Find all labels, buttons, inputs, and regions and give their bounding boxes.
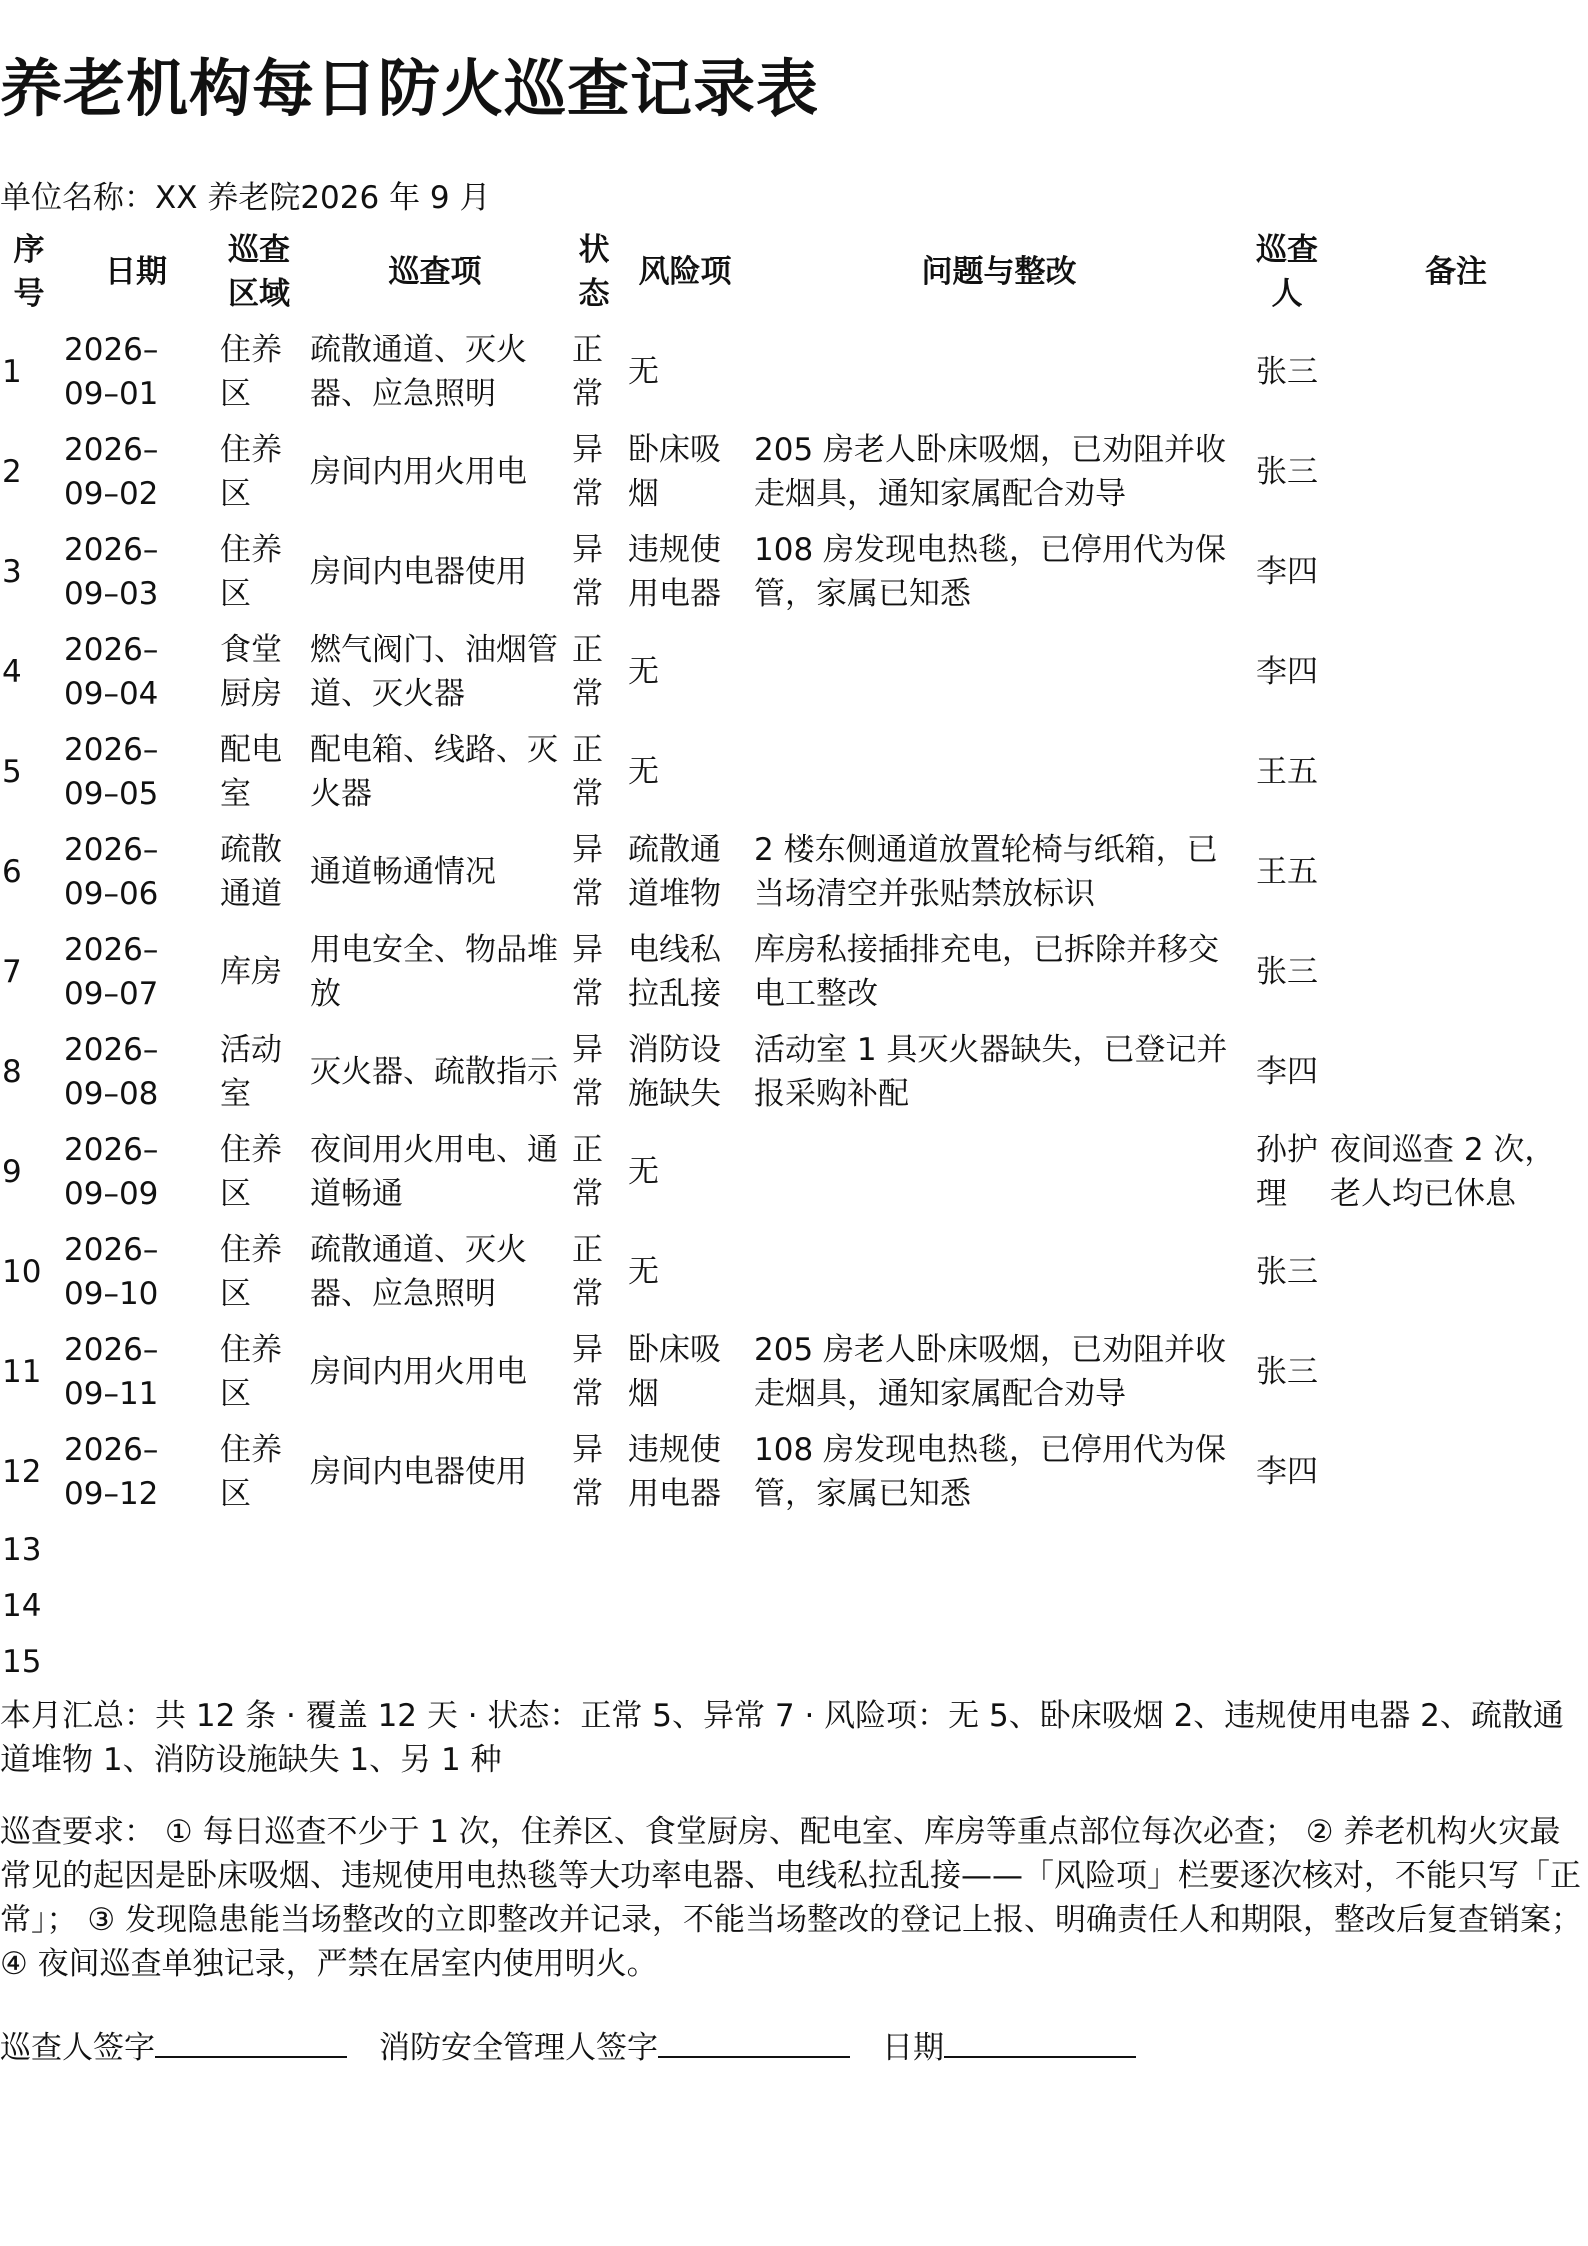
cell-col-date: 2026–09–10 [64, 1232, 159, 1312]
cell-col-inspector: 李四 [1256, 554, 1318, 590]
cell-col-inspector: 李四 [1256, 1454, 1318, 1490]
cell-col-inspector: 张三 [1256, 954, 1318, 990]
cell-col-status: 异常 [572, 1032, 603, 1112]
cell-col-date: 2026–09–08 [64, 1032, 159, 1112]
cell-col-status: 正常 [572, 632, 603, 712]
cell-col-area: 住养区 [220, 1232, 282, 1312]
cell-col-status [566, 1578, 622, 1634]
cell-col-inspector [1250, 1522, 1324, 1578]
inspector-signature-label: 巡查人签字 [0, 2030, 155, 2066]
cell-col-status: 异常 [572, 832, 603, 912]
cell-col-area: 活动室 [220, 1032, 282, 1112]
cell-col-item: 房间内用火用电 [310, 1354, 527, 1390]
cell-col-date [58, 1634, 214, 1690]
header-col-area: 巡查区域 [228, 232, 290, 312]
cell-col-item: 房间内用火用电 [310, 454, 527, 490]
cell-col-item: 灭火器、疏散指示 [310, 1054, 558, 1090]
cell-col-no: 12 [2, 1454, 42, 1490]
header-col-remark: 备注 [1425, 254, 1487, 290]
cell-col-inspector: 李四 [1256, 1054, 1318, 1090]
page-title: 养老机构每日防火巡查记录表 [0, 52, 820, 125]
cell-col-item: 夜间用火用电、通道畅通 [310, 1132, 558, 1212]
header-col-item: 巡查项 [388, 254, 482, 290]
cell-col-status: 正常 [572, 1132, 603, 1212]
cell-col-item [304, 1634, 566, 1690]
cell-col-no: 7 [2, 954, 22, 990]
cell-col-remark [1324, 1422, 1588, 1522]
date-label: 日期 [882, 2030, 944, 2066]
cell-col-area [214, 1522, 304, 1578]
cell-col-risk: 疏散通道堆物 [628, 832, 721, 912]
cell-col-area: 配电室 [220, 732, 282, 812]
cell-col-date: 2026–09–07 [64, 932, 159, 1012]
cell-col-item: 房间内电器使用 [310, 1454, 527, 1490]
cell-col-issue: 2 楼东侧通道放置轮椅与纸箱，已当场清空并张贴禁放标识 [754, 832, 1218, 912]
cell-col-date [58, 1578, 214, 1634]
cell-col-status: 异常 [572, 532, 603, 612]
table-row [0, 722, 1588, 822]
cell-col-risk: 无 [628, 654, 659, 690]
cell-col-issue: 108 房发现电热毯，已停用代为保管，家属已知悉 [754, 532, 1227, 612]
cell-col-status: 正常 [572, 332, 603, 412]
cell-col-remark [1324, 422, 1588, 522]
cell-col-remark [1324, 1022, 1588, 1122]
cell-col-issue [748, 1222, 1250, 1322]
cell-col-date: 2026–09–04 [64, 632, 159, 712]
cell-col-remark [1324, 922, 1588, 1022]
cell-col-risk: 消防设施缺失 [628, 1032, 721, 1112]
table-row [0, 1322, 1588, 1422]
cell-col-no: 15 [2, 1644, 42, 1680]
cell-col-issue [748, 1522, 1250, 1578]
patrol-requirements: 巡查要求： ① 每日巡查不少于 1 次，住养区、食堂厨房、配电室、库房等重点部位每次必查； ② 养老机构火灾最常见的起因是卧床吸烟、违规使用电热毯等大功率电器、电线私拉乱接——「风险项」栏要逐次核对，不能只写「正常」； ③ 发现隐患能当场整改的立即整改并记录，不能当场整改的登记上报、明确责任人和期限，整改后复查销案； ④ 夜间巡查单独记录，严禁在居室内使用明火。 [0, 1814, 1582, 1982]
cell-col-remark [1324, 1634, 1588, 1690]
cell-col-remark [1324, 1522, 1588, 1578]
header-col-no: 序号 [13, 232, 45, 312]
table-row [0, 1022, 1588, 1122]
cell-col-date: 2026–09–09 [64, 1132, 159, 1212]
cell-col-inspector [1250, 1578, 1324, 1634]
cell-col-inspector: 孙护理 [1256, 1132, 1318, 1212]
cell-col-risk: 违规使用电器 [628, 1432, 721, 1512]
cell-col-remark [1324, 1578, 1588, 1634]
cell-col-no: 9 [2, 1154, 22, 1190]
cell-col-item [304, 1578, 566, 1634]
cell-col-no: 10 [2, 1254, 42, 1290]
cell-col-date: 2026–09–06 [64, 832, 159, 912]
table-row [0, 822, 1588, 922]
cell-col-remark [1324, 1322, 1588, 1422]
cell-col-remark [1324, 322, 1588, 422]
cell-col-status: 异常 [572, 1332, 603, 1412]
table-row [0, 322, 1588, 422]
header-col-status: 状态 [578, 232, 610, 312]
cell-col-no: 5 [2, 754, 22, 790]
table-row [0, 422, 1588, 522]
cell-col-risk: 违规使用电器 [628, 532, 721, 612]
cell-col-issue [748, 1122, 1250, 1222]
cell-col-item: 配电箱、线路、灭火器 [310, 732, 558, 812]
header-col-issue: 问题与整改 [921, 254, 1077, 290]
patrol-record-table [0, 222, 1588, 1690]
cell-col-date: 2026–09–05 [64, 732, 159, 812]
manager-signature-field[interactable] [658, 2026, 850, 2058]
cell-col-issue [748, 1578, 1250, 1634]
cell-col-risk: 电线私拉乱接 [628, 932, 721, 1012]
cell-col-risk: 无 [628, 754, 659, 790]
cell-col-issue: 205 房老人卧床吸烟，已劝阻并收走烟具，通知家属配合劝导 [754, 1332, 1227, 1412]
date-field[interactable] [944, 2026, 1136, 2058]
cell-col-no: 13 [2, 1532, 42, 1568]
cell-col-area: 疏散通道 [220, 832, 282, 912]
cell-col-item [304, 1522, 566, 1578]
cell-col-issue: 108 房发现电热毯，已停用代为保管，家属已知悉 [754, 1432, 1227, 1512]
cell-col-remark [1324, 822, 1588, 922]
inspector-signature-field[interactable] [155, 2026, 347, 2058]
table-body [0, 322, 1588, 1690]
table-row [0, 1222, 1588, 1322]
cell-col-area: 住养区 [220, 1332, 282, 1412]
cell-col-date [58, 1522, 214, 1578]
cell-col-item: 用电安全、物品堆放 [310, 932, 558, 1012]
cell-col-issue [748, 722, 1250, 822]
cell-col-area: 住养区 [220, 1132, 282, 1212]
cell-col-inspector: 王五 [1256, 854, 1318, 890]
cell-col-area [214, 1634, 304, 1690]
cell-col-area: 食堂厨房 [220, 632, 282, 712]
cell-col-date: 2026–09–03 [64, 532, 159, 612]
cell-col-risk [622, 1634, 748, 1690]
unit-line: 单位名称：XX 养老院2026 年 9 月 [0, 180, 491, 216]
table-row [0, 522, 1588, 622]
cell-col-remark [1324, 622, 1588, 722]
table-row [0, 1522, 1588, 1578]
header-col-inspector: 巡查人 [1256, 232, 1318, 312]
header-col-date: 日期 [105, 254, 167, 290]
table-row [0, 922, 1588, 1022]
table-row [0, 1422, 1588, 1522]
cell-col-issue: 活动室 1 具灭火器缺失，已登记并报采购补配 [754, 1032, 1228, 1112]
cell-col-item: 房间内电器使用 [310, 554, 527, 590]
cell-col-risk: 卧床吸烟 [628, 1332, 721, 1412]
table-row [0, 1578, 1588, 1634]
cell-col-no: 8 [2, 1054, 22, 1090]
cell-col-date: 2026–09–01 [64, 332, 159, 412]
cell-col-item: 燃气阀门、油烟管道、灭火器 [310, 632, 558, 712]
cell-col-no: 2 [2, 454, 22, 490]
cell-col-risk: 无 [628, 354, 659, 390]
table-row [0, 1634, 1588, 1690]
header-col-risk: 风险项 [638, 254, 732, 290]
cell-col-area: 住养区 [220, 332, 282, 412]
cell-col-status: 异常 [572, 1432, 603, 1512]
table-row [0, 622, 1588, 722]
cell-col-status: 异常 [572, 432, 603, 512]
cell-col-issue: 库房私接插排充电，已拆除并移交电工整改 [754, 932, 1219, 1012]
cell-col-area: 住养区 [220, 432, 282, 512]
cell-col-inspector: 李四 [1256, 654, 1318, 690]
cell-col-issue [748, 322, 1250, 422]
cell-col-status [566, 1522, 622, 1578]
cell-col-issue: 205 房老人卧床吸烟，已劝阻并收走烟具，通知家属配合劝导 [754, 432, 1227, 512]
cell-col-area: 住养区 [220, 532, 282, 612]
cell-col-status [566, 1634, 622, 1690]
table-header-row [0, 222, 1588, 322]
cell-col-area: 住养区 [220, 1432, 282, 1512]
cell-col-item: 疏散通道、灭火器、应急照明 [310, 1232, 527, 1312]
cell-col-status: 正常 [572, 1232, 603, 1312]
cell-col-no: 14 [2, 1588, 42, 1624]
cell-col-risk: 无 [628, 1254, 659, 1290]
cell-col-no: 11 [2, 1354, 42, 1390]
cell-col-risk: 卧床吸烟 [628, 432, 721, 512]
signature-line [0, 2026, 1588, 2070]
cell-col-risk [622, 1522, 748, 1578]
cell-col-risk [622, 1578, 748, 1634]
cell-col-no: 6 [2, 854, 22, 890]
cell-col-area [214, 1578, 304, 1634]
cell-col-remark [1324, 1222, 1588, 1322]
cell-col-issue [748, 1634, 1250, 1690]
cell-col-no: 1 [2, 354, 22, 390]
cell-col-area: 库房 [220, 954, 282, 990]
cell-col-inspector [1250, 1634, 1324, 1690]
cell-col-date: 2026–09–12 [64, 1432, 159, 1512]
cell-col-remark [1324, 522, 1588, 622]
cell-col-remark [1324, 722, 1588, 822]
cell-col-inspector: 张三 [1256, 1354, 1318, 1390]
manager-signature-label: 消防安全管理人签字 [379, 2030, 658, 2066]
cell-col-no: 4 [2, 654, 22, 690]
cell-col-no: 3 [2, 554, 22, 590]
cell-col-remark: 夜间巡查 2 次，老人均已休息 [1330, 1132, 1556, 1212]
cell-col-risk: 无 [628, 1154, 659, 1190]
cell-col-item: 通道畅通情况 [310, 854, 496, 890]
cell-col-inspector: 张三 [1256, 354, 1318, 390]
cell-col-status: 异常 [572, 932, 603, 1012]
cell-col-inspector: 张三 [1256, 1254, 1318, 1290]
cell-col-issue [748, 622, 1250, 722]
table-row [0, 1122, 1588, 1222]
cell-col-inspector: 王五 [1256, 754, 1318, 790]
cell-col-inspector: 张三 [1256, 454, 1318, 490]
cell-col-date: 2026–09–02 [64, 432, 159, 512]
cell-col-item: 疏散通道、灭火器、应急照明 [310, 332, 527, 412]
cell-col-status: 正常 [572, 732, 603, 812]
monthly-summary: 本月汇总：共 12 条 · 覆盖 12 天 · 状态：正常 5、异常 7 · 风险项：无 5、卧床吸烟 2、违规使用电器 2、疏散通道堆物 1、消防设施缺失 1、另 1 种 [0, 1698, 1564, 1778]
cell-col-date: 2026–09–11 [64, 1332, 159, 1412]
